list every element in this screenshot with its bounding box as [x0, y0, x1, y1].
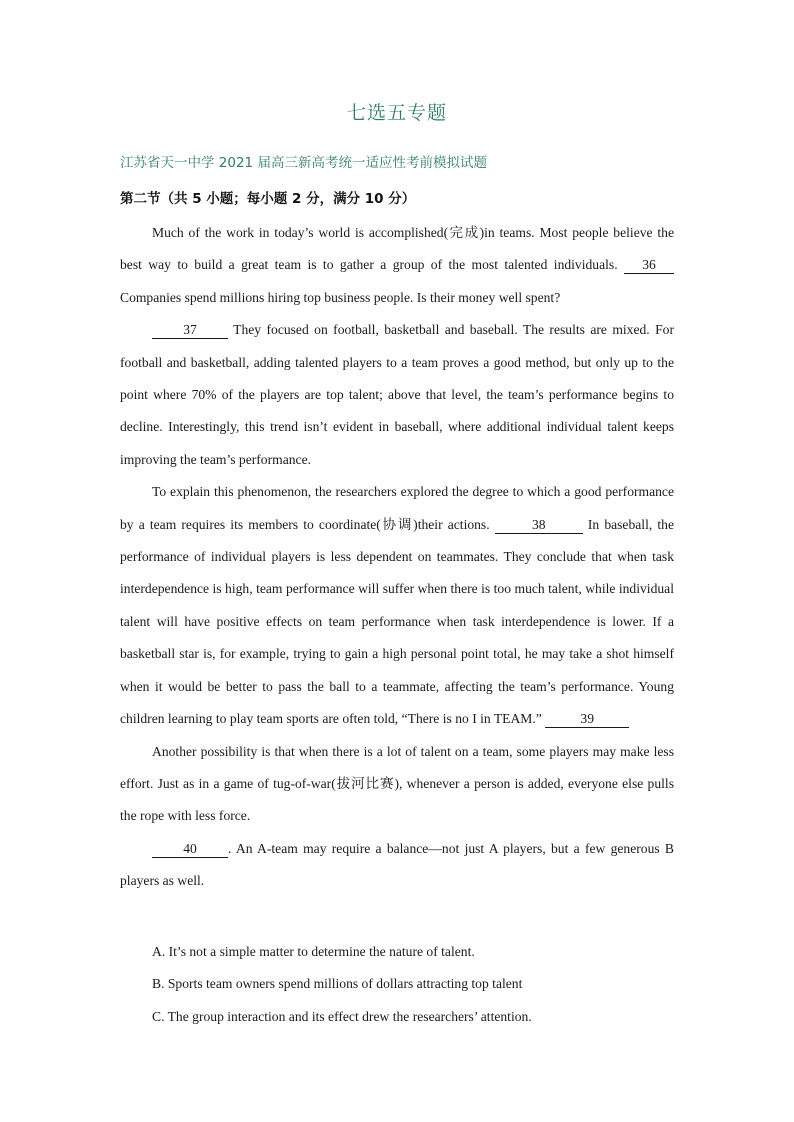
paragraph-2	[120, 314, 674, 476]
paragraph-text: To explain this phenomenon, the researchers explored the degree to which a good performance by a team requires its members to coordinate(协调)their actions.	[120, 484, 674, 532]
paragraph-text: In baseball, the performance of individual players is less dependent on teammates. They conclude that when task interdependence is high, team performance will suffer when there is too much talent, while individual talent will have positive effects on team performance when task interdependence is lower. If a basketball star is, for example, trying to gain a high personal point total, he may take a shot himself when it would be better to pass the ball to a teammate, affecting the team’s performance. Young children learning to play team sports are often told, “There is no I in TEAM.”	[120, 516, 674, 727]
section-heading: 第二节（共 5 小题；每小题 2 分，满分 10 分）	[120, 191, 416, 207]
paragraph-text: They focused on football, basketball and baseball. The results are mixed. For football and basketball, adding talented players to a team proves a good method, but only up to the point where 70% of the players are top talent; above that level, the team’s performance begins to decline. Interestingly, this trend isn’t evident in baseball, where additional individual talent keeps improving the team’s performance.	[120, 322, 674, 467]
exam-source: 江苏省天一中学 2021 届高三新高考统一适应性考前模拟试题	[120, 155, 487, 171]
option-a: A. It’s not a simple matter to determine the nature of talent.	[152, 944, 475, 959]
reading-passage	[120, 217, 674, 898]
option-c: C. The group interaction and its effect drew the researchers’ attention.	[152, 1008, 532, 1024]
paragraph-4	[120, 736, 674, 833]
page-title: 七选五专题	[346, 102, 447, 124]
paragraph-3	[120, 476, 674, 735]
option-b: B. Sports team owners spend millions of dollars attracting top talent	[152, 976, 523, 992]
paragraph-5	[120, 833, 674, 898]
answer-options	[152, 936, 692, 1033]
paragraph-text: . An A-team may require a balance—not just A players, but a few generous B players as well.	[120, 840, 674, 889]
paragraph-text: Much of the work in today’s world is accomplished(完成)in teams. Most people believe the best way to build a great team is to gather a group of the most talented individuals.	[120, 225, 674, 273]
paragraph-text: Another possibility is that when there is a lot of talent on a team, some players may make less effort. Just as in a game of tug-of-war(拔河比赛), whenever a person is added, everyone else pulls the rope with less force.	[120, 743, 674, 824]
blank-38: 38	[495, 517, 583, 534]
paragraph-text: Companies spend millions hiring top business people. Is their money well spent?	[120, 289, 561, 305]
blank-36: 36	[624, 257, 674, 274]
blank-40: 40	[152, 841, 228, 858]
blank-37: 37	[152, 322, 228, 339]
blank-39: 39	[545, 711, 629, 728]
paragraph-1	[120, 217, 674, 314]
